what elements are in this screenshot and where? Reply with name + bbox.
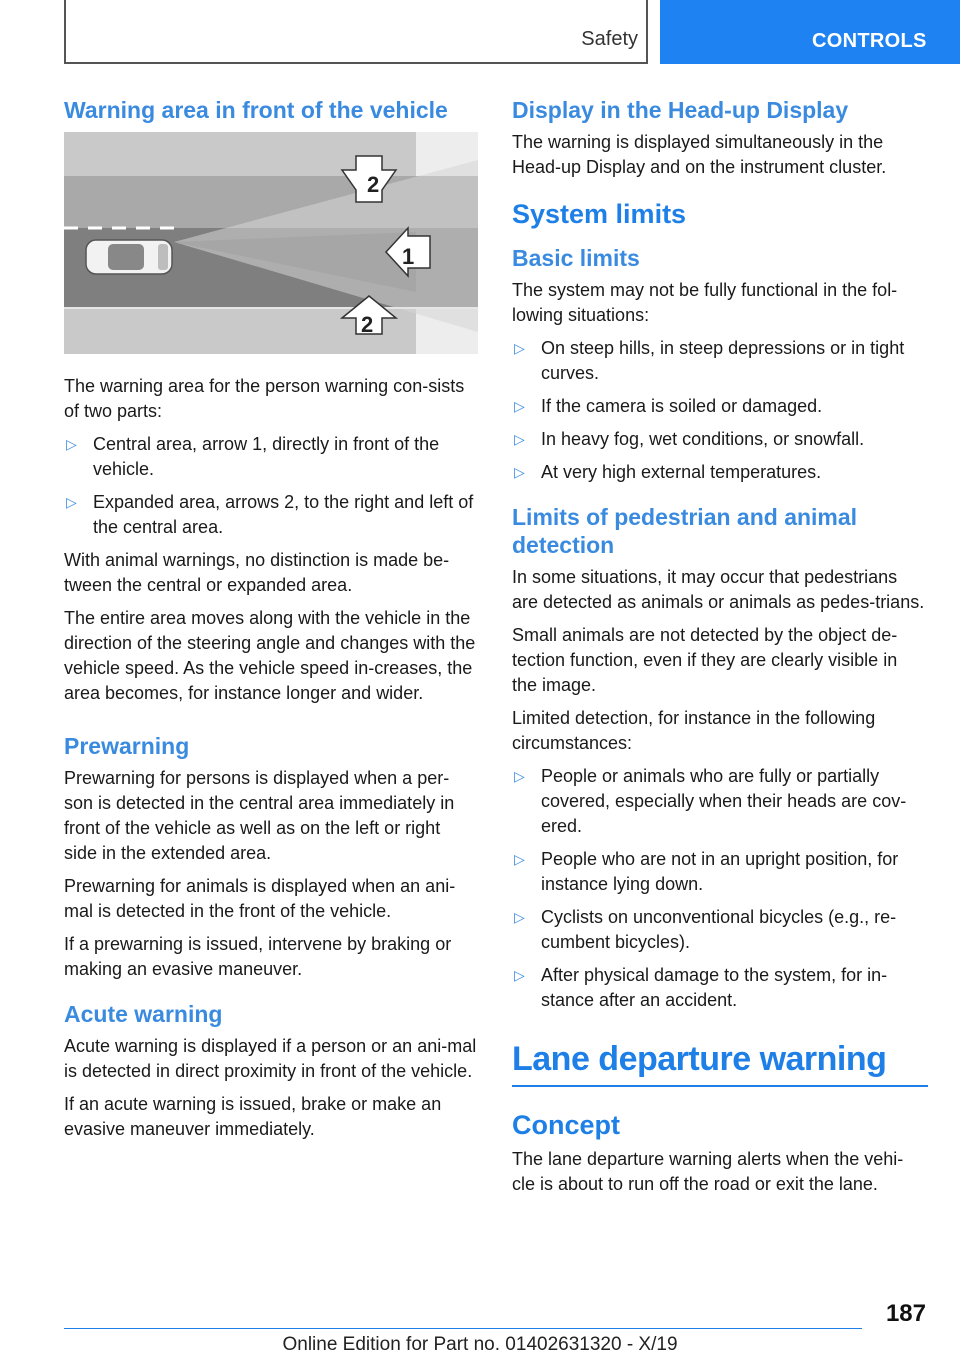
- triangle-bullet-icon: ▷: [514, 768, 525, 784]
- chapter-tab[interactable]: CONTROLS: [660, 0, 960, 64]
- paragraph: Prewarning for persons is displayed when a per-son is detected in the central area immediately in front of the vehicle as well as on the left or right side in the extended area.: [64, 768, 455, 863]
- heading-pedestrian-limits: Limits of pedestrian and animal detection: [512, 504, 858, 558]
- figure-label-2-top: 2: [367, 172, 380, 197]
- paragraph: Small animals are not detected by the object de-tection function, even if they are clearly visible in the image.: [512, 625, 898, 695]
- paragraph: The warning is displayed simultaneously in the Head-up Display and on the instrument cluster.: [512, 132, 887, 177]
- heading-concept: Concept: [512, 1110, 620, 1140]
- triangle-bullet-icon: ▷: [514, 464, 525, 480]
- heading-prewarning: Prewarning: [64, 733, 190, 759]
- triangle-bullet-icon: ▷: [514, 398, 525, 414]
- section-title: Safety: [581, 28, 638, 50]
- bullet-list: [512, 764, 926, 1013]
- list-item: ▷ On steep hills, in steep depressions or in tight curves.: [514, 338, 905, 383]
- list-item: ▷ Central area, arrow 1, directly in front of the vehicle.: [66, 434, 440, 479]
- paragraph: Prewarning for animals is displayed when an ani-mal is detected in the front of the vehicle.: [64, 876, 456, 921]
- right-column: [512, 96, 926, 1205]
- footer-edition: Online Edition for Part no. 01402631320 - X/19: [282, 1334, 678, 1355]
- triangle-bullet-icon: ▷: [514, 431, 525, 447]
- left-column: [64, 96, 478, 1150]
- triangle-bullet-icon: ▷: [514, 851, 525, 867]
- paragraph: Acute warning is displayed if a person or an ani-mal is detected in direct proximity in front of the vehicle.: [64, 1036, 477, 1081]
- header-frame: [64, 0, 648, 64]
- triangle-bullet-icon: ▷: [514, 340, 525, 356]
- list-item: ▷ Cyclists on unconventional bicycles (e.g., re-cumbent bicycles).: [514, 907, 897, 952]
- triangle-bullet-icon: ▷: [514, 967, 525, 983]
- triangle-bullet-icon: ▷: [66, 436, 77, 452]
- heading-acute-warning: Acute warning: [64, 1001, 223, 1027]
- heading-warning-area: Warning area in front of the vehicle: [64, 97, 448, 123]
- paragraph: With animal warnings, no distinction is made be-tween the central or expanded area.: [64, 550, 450, 595]
- list-item: ▷ People or animals who are fully or partially covered, especially when their heads are cov-ered.: [514, 766, 907, 836]
- warning-area-diagram: [64, 132, 478, 354]
- list-item: ▷ After physical damage to the system, for in-stance after an accident.: [514, 965, 888, 1010]
- paragraph: The warning area for the person warning con-sists of two parts:: [64, 376, 465, 421]
- paragraph: The lane departure warning alerts when the vehi-cle is about to run off the road or exit the lane.: [512, 1149, 904, 1194]
- triangle-bullet-icon: ▷: [514, 909, 525, 925]
- list-item: ▷ If the camera is soiled or damaged.: [512, 394, 926, 419]
- paragraph: If an acute warning is issued, brake or make an evasive maneuver immediately.: [64, 1094, 442, 1139]
- paragraph: The system may not be fully functional in the fol-lowing situations:: [512, 280, 898, 325]
- heading-basic-limits: Basic limits: [512, 245, 640, 271]
- bullet-list: [512, 336, 926, 485]
- paragraph: Limited detection, for instance in the following circumstances:: [512, 708, 876, 753]
- list-item: ▷ Expanded area, arrows 2, to the right and left of the central area.: [66, 492, 474, 537]
- chapter-heading-lane-departure: Lane departure warning: [512, 1040, 887, 1078]
- figure-label-1: 1: [402, 244, 415, 269]
- heading-system-limits: System limits: [512, 199, 687, 229]
- list-item: ▷ People who are not in an upright position, for instance lying down.: [514, 849, 899, 894]
- page-number: 187: [885, 1300, 926, 1327]
- figure-label-2-bottom: 2: [361, 312, 374, 337]
- triangle-bullet-icon: ▷: [66, 494, 77, 510]
- list-item: ▷ In heavy fog, wet conditions, or snowfall.: [512, 427, 926, 452]
- heading-hud: Display in the Head-up Display: [512, 97, 849, 123]
- paragraph: The entire area moves along with the vehicle in the direction of the steering angle and changes with the vehicle speed. As the vehicle speed in-creases, the area becomes, for instance longer and wider.: [64, 608, 476, 703]
- list-item: ▷ At very high external temperatures.: [512, 460, 926, 485]
- bullet-list: [64, 432, 478, 540]
- paragraph: In some situations, it may occur that pedestrians are detected as animals or animals as pedes-trians.: [512, 567, 925, 612]
- paragraph: If a prewarning is issued, intervene by braking or making an evasive maneuver.: [64, 934, 452, 979]
- footer-rule: [64, 1328, 862, 1329]
